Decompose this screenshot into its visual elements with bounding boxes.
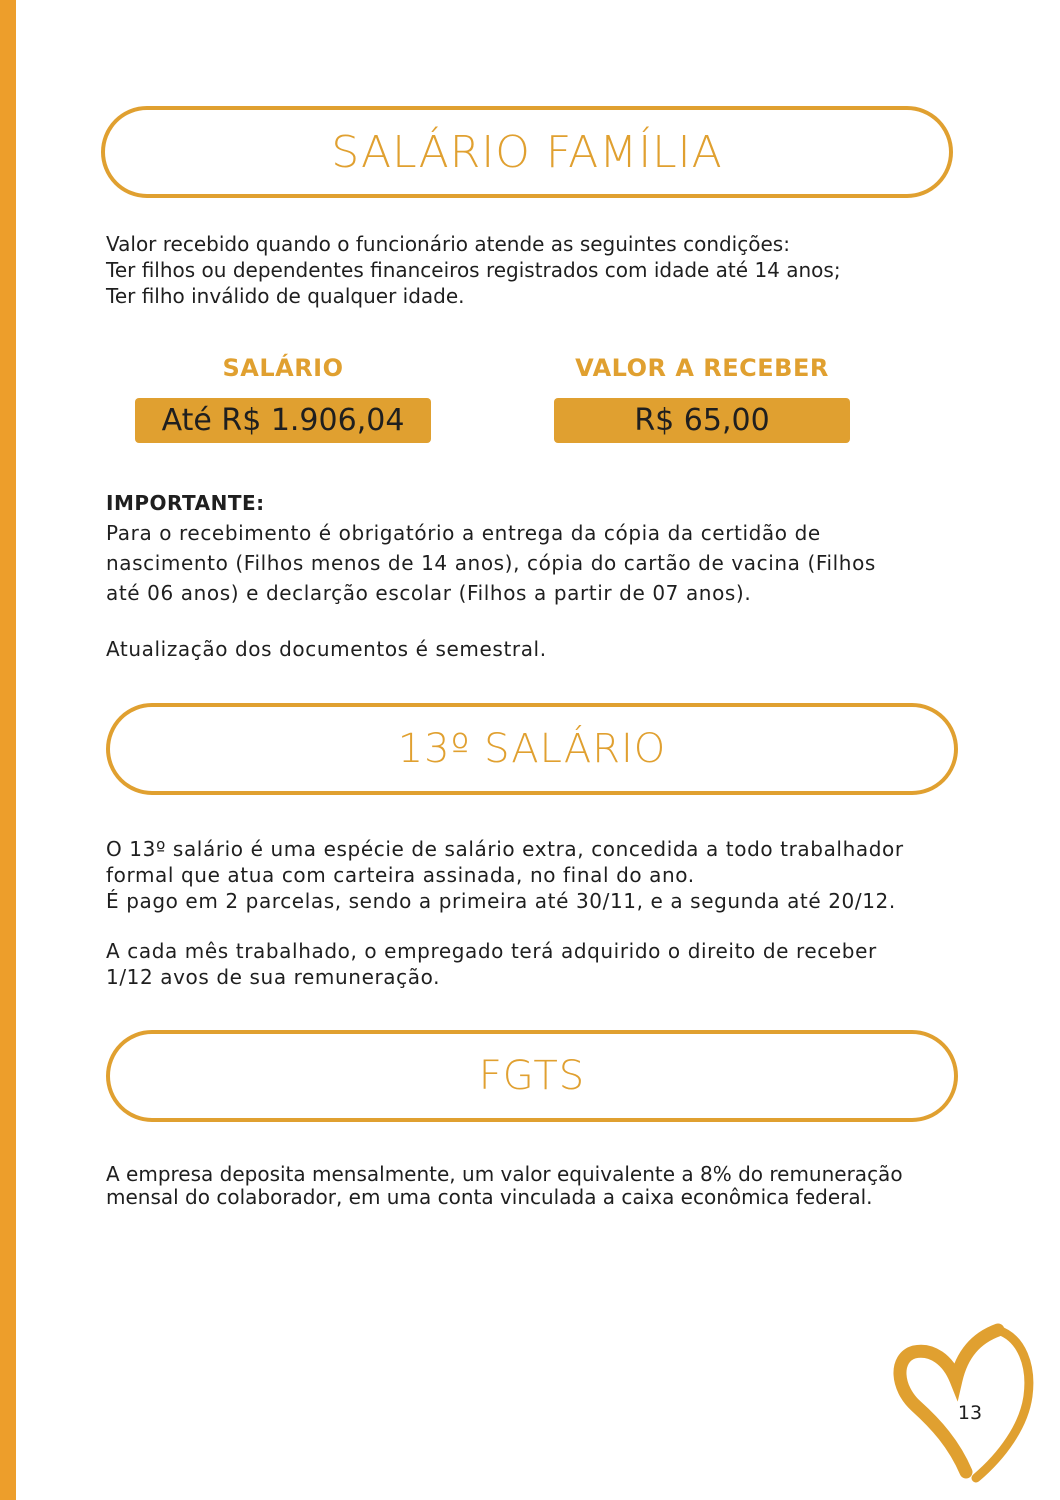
decimo-terceiro-text-2 — [106, 938, 986, 990]
page-number: 13 — [957, 1402, 983, 1424]
salario-label: SALÁRIO — [222, 354, 344, 382]
paragraph-line: formal que atua com carteira assinada, no final do ano. — [106, 863, 695, 887]
section-title-text: 13º SALÁRIO — [397, 726, 667, 772]
atualizacao-note: Atualização dos documentos é semestral. — [106, 637, 547, 661]
valor-receber-value-box: R$ 65,00 — [554, 398, 850, 443]
decimo-terceiro-text — [106, 836, 986, 914]
section-title-13-salario — [106, 703, 958, 795]
paragraph-line: É pago em 2 parcelas, sendo a primeira até 30/11, e a segunda até 20/12. — [106, 889, 896, 913]
section-title-text: SALÁRIO FAMÍLIA — [331, 126, 723, 178]
importante-line: até 06 anos) e declarção escolar (Filhos a partir de 07 anos). — [106, 581, 752, 605]
intro-line: Ter filhos ou dependentes financeiros registrados com idade até 14 anos; — [106, 258, 841, 282]
valor-receber-label: VALOR A RECEBER — [575, 354, 829, 382]
importante-line: nascimento (Filhos menos de 14 anos), cópia do cartão de vacina (Filhos — [106, 551, 876, 575]
section-title-fgts — [106, 1030, 958, 1122]
paragraph-line: A empresa deposita mensalmente, um valor equivalente a 8% do remuneração — [106, 1162, 903, 1186]
importante-heading: IMPORTANTE: — [106, 491, 265, 515]
intro-line: Valor recebido quando o funcionário atende as seguintes condições: — [106, 232, 790, 256]
paragraph-line: mensal do colaborador, em uma conta vinculada a caixa econômica federal. — [106, 1185, 873, 1209]
fgts-text — [106, 1163, 986, 1209]
section-title-text: FGTS — [478, 1053, 586, 1099]
importante-line: Para o recebimento é obrigatório a entrega da cópia da certidão de — [106, 521, 821, 545]
salario-value-box: Até R$ 1.906,04 — [135, 398, 431, 443]
paragraph-line: A cada mês trabalhado, o empregado terá adquirido o direito de receber — [106, 939, 877, 963]
importante-block — [106, 488, 986, 608]
paragraph-line: O 13º salário é uma espécie de salário extra, concedida a todo trabalhador — [106, 837, 904, 861]
intro-line: Ter filho inválido de qualquer idade. — [106, 284, 465, 308]
left-accent-bar — [0, 0, 16, 1500]
paragraph-line: 1/12 avos de sua remuneração. — [106, 965, 441, 989]
salario-familia-intro — [106, 231, 986, 309]
section-title-salario-familia — [101, 106, 953, 198]
